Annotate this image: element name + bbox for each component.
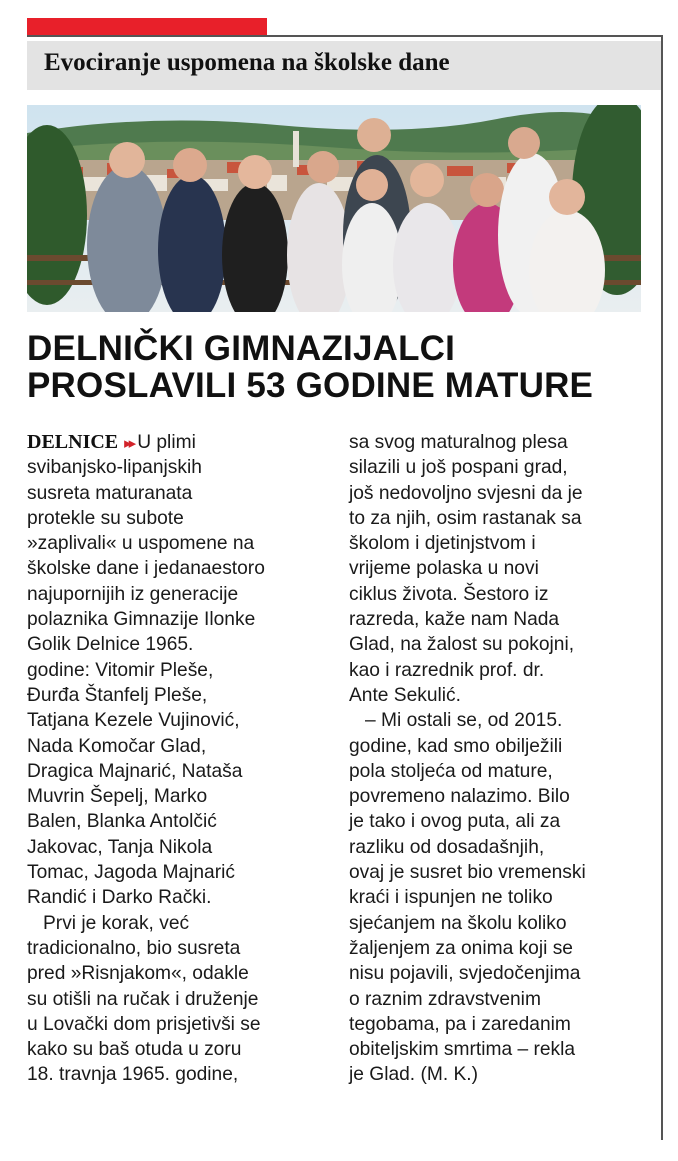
group-photo-illustration: [27, 105, 641, 312]
text-line: Tomac, Jagoda Majnarić: [27, 862, 235, 884]
text-line: žaljenjem za onima koji se: [349, 937, 573, 959]
text-line: svibanjsko-lipanjskih: [27, 457, 202, 479]
text-line: Nada Komočar Glad,: [27, 735, 207, 757]
text-line: Golik Delnice 1965.: [27, 634, 194, 656]
frame-top-rule: [27, 35, 663, 37]
text-line: – Mi ostali se, od 2015.: [365, 710, 563, 732]
text-line: Jakovac, Tanja Nikola: [27, 836, 213, 858]
text-line: o raznim zdravstvenim: [349, 988, 541, 1010]
text-line: povremeno nalazimo. Bilo: [349, 786, 570, 808]
text-line: ciklus života. Šestoro iz: [349, 583, 549, 605]
group-photo: [27, 105, 641, 312]
text-line: su otišli na ručak i druženje: [27, 988, 259, 1010]
text-line: Ante Sekulić.: [349, 684, 461, 706]
text-line: pola stoljeća od mature,: [349, 760, 553, 782]
text-line: Randić i Darko Rački.: [27, 887, 212, 909]
text-line: Glad, na žalost su pokojni,: [349, 634, 575, 656]
text-line: tradicionalno, bio susreta: [27, 937, 241, 959]
lead-line: [27, 430, 327, 455]
text-line: vrijeme polaska u novi: [349, 558, 539, 580]
headline-line-2: PROSLAVILI 53 GODINE MATURE: [27, 366, 594, 405]
text-line: sjećanjem na školu koliko: [349, 912, 567, 934]
text-line: Muvrin Šepelj, Marko: [27, 786, 208, 808]
text-line: Dragica Majnarić, Nataša: [27, 760, 243, 782]
text-line: kraći i ispunjen ne toliko: [349, 887, 553, 909]
text-line: Đurđa Štanfelj Pleše,: [27, 684, 208, 706]
text-line: silazili u još pospani grad,: [349, 457, 568, 479]
lead-text: U plimi: [137, 432, 196, 453]
dateline: DELNICE: [27, 431, 119, 453]
kicker-title: Evociranje uspomena na školske dane: [44, 49, 450, 76]
text-line: nisu pojavili, svjedočenjima: [349, 963, 581, 985]
text-line: razreda, kaže nam Nada: [349, 609, 560, 631]
text-line: godine, kad smo obilježili: [349, 735, 563, 757]
text-line: protekle su subote: [27, 507, 184, 529]
text-line: sa svog maturalnog plesa: [349, 432, 568, 453]
article-column-left: [27, 430, 327, 1088]
text-line: kako su baš otuda u zoru: [27, 1039, 242, 1061]
headline-line-1: DELNIČKI GIMNAZIJALCI: [27, 329, 456, 368]
text-line: to za njih, osim rastanak sa: [349, 507, 582, 529]
text-line: školske dane i jedanaestoro: [27, 558, 265, 580]
text-line: razliku od dosadašnjih,: [349, 836, 545, 858]
text-line: je tako i ovog puta, ali za: [349, 811, 561, 833]
text-line: kao i razrednik prof. dr.: [349, 659, 545, 681]
text-line: ovaj je susret bio vremenski: [349, 862, 586, 884]
text-line: je Glad. (M. K.): [349, 1064, 479, 1086]
text-line: obiteljskim smrtima – rekla: [349, 1039, 576, 1061]
text-line: još nedovoljno svjesni da je: [349, 482, 583, 504]
text-line: školom i djetinjstvom i: [349, 533, 536, 555]
text-line: Prvi je korak, već: [43, 912, 190, 934]
text-line: tegobama, pa i zaredanim: [349, 1013, 571, 1035]
text-line: polaznika Gimnazije Ilonke: [27, 609, 256, 631]
section-accent-bar: [27, 18, 267, 35]
text-line: najupornijih iz generacije: [27, 583, 239, 605]
article-column-right: [349, 430, 649, 1088]
text-line: pred »Risnjakom«, odakle: [27, 963, 249, 985]
text-line: Balen, Blanka Antolčić: [27, 811, 217, 833]
text-line: 18. travnja 1965. godine,: [27, 1064, 239, 1086]
frame-right-rule: [661, 35, 663, 1140]
text-line: »zaplivali« u uspomene na: [27, 533, 255, 555]
text-line: godine: Vitomir Pleše,: [27, 659, 214, 681]
double-arrow-icon: ▸▸: [124, 435, 134, 452]
text-line: Tatjana Kezele Vujinović,: [27, 710, 240, 732]
headline: [27, 330, 647, 404]
text-line: susreta maturanata: [27, 482, 193, 504]
text-line: u Lovački dom prisjetivši se: [27, 1013, 261, 1035]
